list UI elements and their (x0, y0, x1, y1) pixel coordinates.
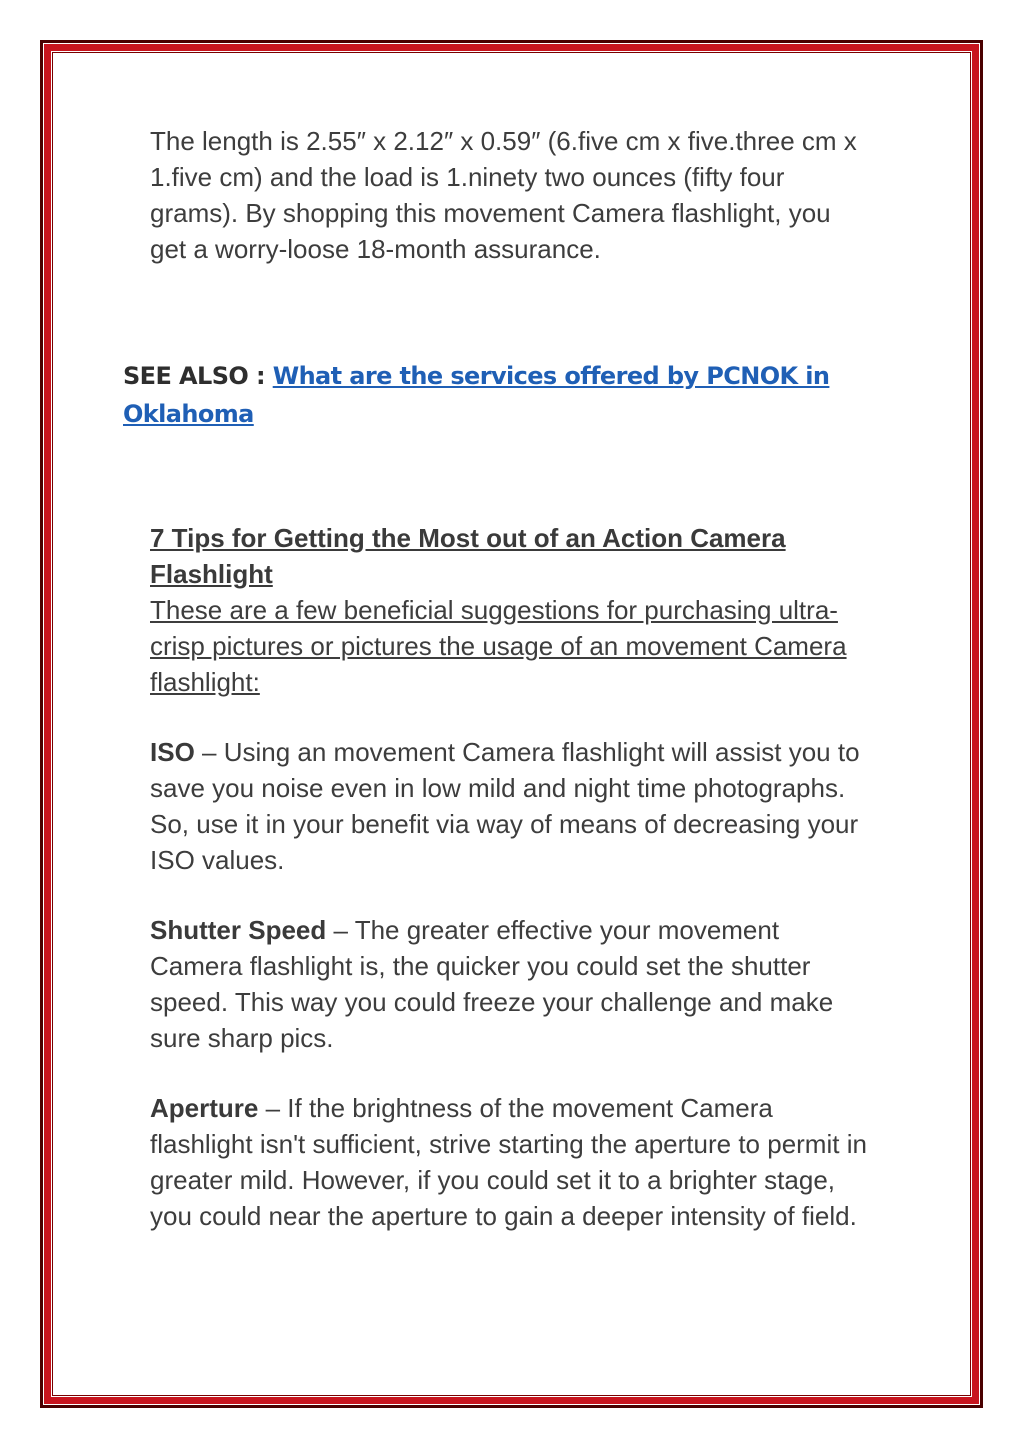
tips-heading: 7 Tips for Getting the Most out of an Action Camera Flashlight (150, 523, 786, 589)
shutter-speed-text: – The greater effective your movement Camera flashlight is, the quicker you could set the shutter speed. This way you could freeze your challenge and make sure sharp pics. (150, 915, 834, 1053)
tips-section (150, 520, 870, 1234)
iso-paragraph (150, 734, 870, 878)
see-also-line (123, 357, 843, 433)
shutter-speed-paragraph (150, 912, 870, 1056)
aperture-term: Aperture (150, 1093, 259, 1123)
see-also-link[interactable]: What are the services offered by PCNOK in Oklahoma (123, 362, 830, 428)
intro-paragraph (150, 123, 870, 267)
see-also-label: SEE ALSO : (123, 362, 273, 390)
iso-text: – Using an movement Camera flashlight will assist you to save you noise even in low mild and night time photographs. So, use it in your benefit via way of means of decreasing your ISO values. (150, 737, 860, 875)
shutter-speed-term: Shutter Speed (150, 915, 327, 945)
intro-text: The length is 2.55″ x 2.12″ x 0.59″ (6.five cm x five.three cm x 1.five cm) and the load is 1.ninety two ounces (fifty four grams). By shopping this movement Camera flashlight, you get a worry-loose 18-month assurance. (150, 126, 857, 264)
aperture-text: – If the brightness of the movement Camera flashlight isn't sufficient, strive starting the aperture to permit in greater mild. However, if you could set it to a brighter stage, you could near the aperture to gain a deeper intensity of field. (150, 1093, 867, 1231)
tips-intro: These are a few beneficial suggestions for purchasing ultra-crisp pictures or pictures the usage of an movement Camera flashlight: (150, 595, 847, 697)
aperture-paragraph (150, 1090, 870, 1234)
iso-term: ISO (150, 737, 195, 767)
